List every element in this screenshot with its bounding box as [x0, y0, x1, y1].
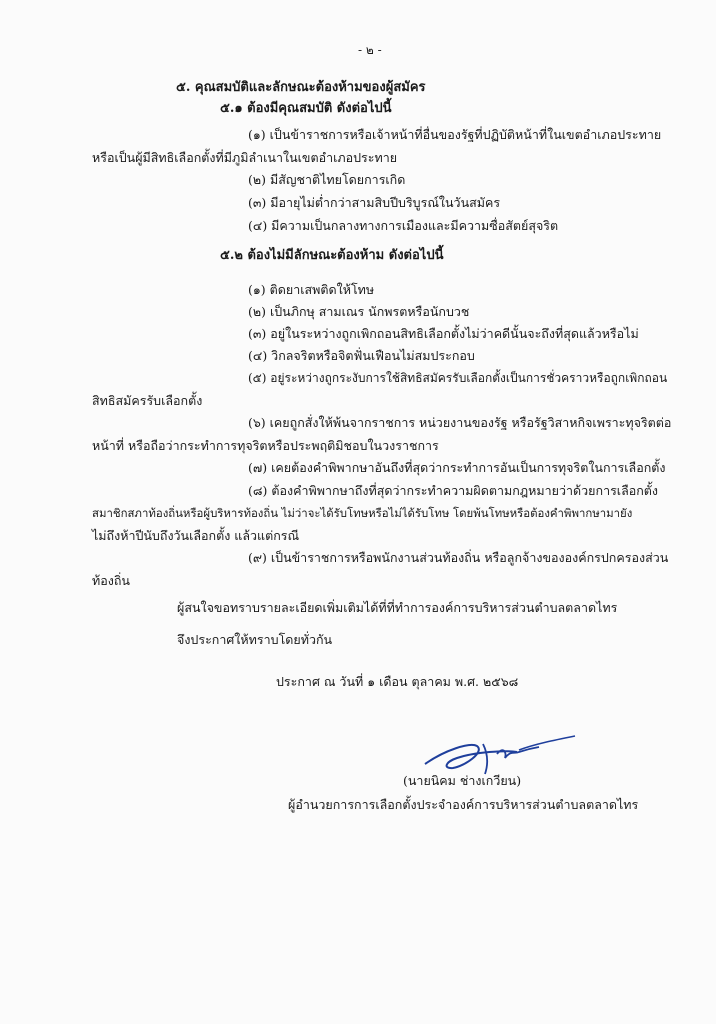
prohibition-item-4: (๔) วิกลจริตหรือจิตฟั่นเฟือนไม่สมประกอบ — [248, 348, 475, 363]
section-5-heading: ๕. คุณสมบัติและลักษณะต้องห้ามของผู้สมัคร — [176, 80, 426, 95]
qualification-item-2: (๒) มีสัญชาติไทยโดยการเกิด — [248, 172, 406, 187]
signer-name: (นายนิคม ช่างเกวียน) — [403, 773, 522, 788]
prohibition-item-9: (๙) เป็นข้าราชการหรือพนักงานส่วนท้องถิ่น หรือลูกจ้างขององค์กรปกครองส่วน — [248, 550, 669, 565]
announcement-date: ประกาศ ณ วันที่ ๑ เดือน ตุลาคม พ.ศ. ๒๕๖๘ — [276, 674, 519, 689]
announce-text: จึงประกาศให้ทราบโดยทั่วกัน — [177, 632, 333, 647]
prohibition-item-5-cont: สิทธิสมัครรับเลือกตั้ง — [92, 393, 203, 408]
qualification-item-3: (๓) มีอายุไม่ต่ำกว่าสามสิบปีบริบูรณ์ในวันสมัคร — [248, 195, 501, 210]
prohibition-item-8: (๘) ต้องคำพิพากษาถึงที่สุดว่ากระทำความผิดตามกฎหมายว่าด้วยการเลือกตั้ง — [248, 483, 659, 498]
prohibition-item-9-cont: ท้องถิ่น — [92, 573, 130, 588]
section-5-1-heading: ๕.๑ ต้องมีคุณสมบัติ ดังต่อไปนี้ — [220, 101, 392, 116]
prohibition-item-6: (๖) เคยถูกสั่งให้พ้นจากราชการ หน่วยงานของรัฐ หรือรัฐวิสาหกิจเพราะทุจริตต่อ — [248, 415, 672, 430]
prohibition-item-1: (๑) ติดยาเสพติดให้โทษ — [248, 282, 375, 297]
qualification-item-1-cont: หรือเป็นผู้มีสิทธิเลือกตั้งที่มีภูมิลำเนาในเขตอำเภอประทาย — [92, 150, 398, 165]
prohibition-item-8-cont: สมาชิกสภาท้องถิ่นหรือผู้บริหารท้องถิ่น ไม่ว่าจะได้รับโทษหรือไม่ได้รับโทษ โดยพ้นโทษหรือต้องคำพิพากษามายัง — [92, 506, 633, 520]
prohibition-item-8-cont2: ไม่ถึงห้าปีนับถึงวันเลือกตั้ง แล้วแต่กรณี — [92, 528, 300, 543]
qualification-item-1: (๑) เป็นข้าราชการหรือเจ้าหน้าที่อื่นของรัฐที่ปฏิบัติหน้าที่ในเขตอำเภอประทาย — [248, 127, 662, 142]
prohibition-item-2: (๒) เป็นภิกษุ สามเณร นักพรตหรือนักบวช — [248, 304, 470, 319]
signer-title: ผู้อำนวยการการเลือกตั้งประจำองค์การบริหารส่วนตำบลตลาดไทร — [288, 797, 639, 812]
prohibition-item-5: (๕) อยู่ระหว่างถูกระงับการใช้สิทธิสมัครรับเลือกตั้งเป็นการชั่วคราวหรือถูกเพิกถอน — [248, 371, 668, 385]
qualification-item-4: (๔) มีความเป็นกลางทางการเมืองและมีความซื่อสัตย์สุจริต — [248, 218, 559, 233]
prohibition-item-6-cont: หน้าที่ หรือถือว่ากระทำการทุจริตหรือประพฤติมิชอบในวงราชการ — [92, 438, 439, 453]
page-number: - ๒ - — [358, 43, 382, 57]
section-5-2-heading: ๕.๒ ต้องไม่มีลักษณะต้องห้าม ดังต่อไปนี้ — [220, 248, 444, 263]
prohibition-item-3: (๓) อยู่ในระหว่างถูกเพิกถอนสิทธิเลือกตั้งไม่ว่าคดีนั้นจะถึงที่สุดแล้วหรือไม่ — [248, 326, 639, 341]
prohibition-item-7: (๗) เคยต้องคำพิพากษาอันถึงที่สุดว่ากระทำการอันเป็นการทุจริตในการเลือกตั้ง — [248, 460, 666, 475]
contact-text: ผู้สนใจขอทราบรายละเอียดเพิ่มเติมได้ที่ที่ทำการองค์การบริหารส่วนตำบลตลาดไทร — [177, 600, 618, 615]
